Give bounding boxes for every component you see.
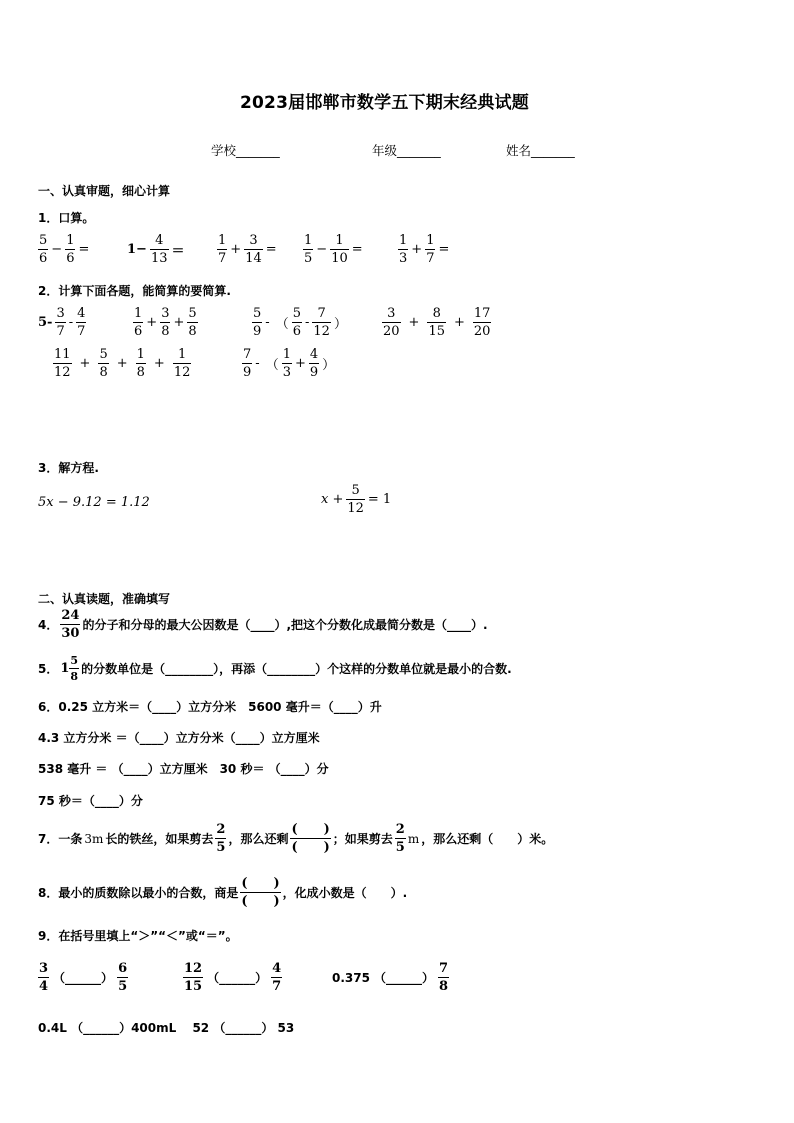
- question-7: 7．一条 3m 长的铁丝，如果剪去 $\frac{2}{5}$ ，那么还剩 $\frac{( )}{( )}$ ；如果剪去 $\frac{2}{5}$ m ，那么还剩（ ）米。: [38, 822, 554, 855]
- q2-expr-6: $\frac{7}{9}$ - （ $\frac{1}{3}$ + $\frac{4}{9}$ ）: [243, 347, 336, 380]
- q9-compare-2: $\frac{12}{15}$ （______） $\frac{4}{7}$: [184, 961, 282, 994]
- q1-item-1: $\frac{5}{6}$ − $\frac{1}{6}$ =: [39, 233, 90, 266]
- fraction: $\frac{3}{14}$: [245, 233, 262, 266]
- section2-heading: 二、认真读题，准确填写: [38, 592, 171, 606]
- question-6d: 75 秒＝（____）分: [38, 794, 143, 808]
- q2-expr-3: $\frac{5}{9}$ - （ $\frac{5}{6}$ - $\frac{7}{12}$ ）: [253, 306, 347, 339]
- fraction: $\frac{1}{3}$: [399, 233, 408, 266]
- q3-label: 3．解方程.: [38, 461, 99, 475]
- q2-expr-4: $\frac{3}{20}$ + $\frac{8}{15}$ + $\frac{17}{20}$: [383, 306, 491, 339]
- fraction: $\frac{1}{6}$: [66, 233, 75, 266]
- q9-label: 9．在括号里填上“＞”“＜”或“＝”。: [38, 929, 238, 943]
- name-field: 姓名_______: [506, 143, 575, 158]
- question-8: 8．最小的质数除以最小的合数，商是 $\frac{( )}{( )}$ ，化成小数是（ ）.: [38, 876, 408, 909]
- fraction: $\frac{4}{13}$: [150, 233, 168, 266]
- q1-item-2: 1− $\frac{4}{13}$ ＝: [127, 233, 185, 266]
- q9-compare-1: $\frac{3}{4}$ （______） $\frac{6}{5}$: [39, 961, 128, 994]
- question-5: 5． 1 $\frac{5}{8}$ 的分数单位是（________），再添（________）个这样的分数单位就是最小的合数.: [38, 654, 512, 683]
- page-title: 2023届邯郸市数学五下期末经典试题: [240, 93, 529, 113]
- fraction: $\frac{1}{7}$: [218, 233, 227, 266]
- q2-label: 2．计算下面各题，能简算的要简算.: [38, 284, 231, 298]
- grade-field: 年级_______: [372, 143, 441, 158]
- q1-item-4: $\frac{1}{5}$ − $\frac{1}{10}$ =: [304, 233, 363, 266]
- q1-item-5: $\frac{1}{3}$ + $\frac{1}{7}$ =: [399, 233, 450, 266]
- q9-compare-row2: 0.4L （______）400mL 52 （______） 53: [38, 1021, 295, 1035]
- fraction: $\frac{1}{5}$: [304, 233, 313, 266]
- question-6c: 538 毫升 ＝ （____）立方厘米 30 秒＝ （____）分: [38, 762, 329, 776]
- question-4: 4． $\frac{24}{30}$ 的分子和分母的最大公因数是（____）,把这个分数化成最简分数是（____）.: [38, 608, 488, 641]
- fraction: $\frac{1}{10}$: [331, 233, 348, 266]
- school-field: 学校_______: [211, 143, 280, 158]
- question-6a: 6．0.25 立方米＝（____）立方分米 5600 毫升＝（____）升: [38, 700, 382, 714]
- fraction: $\frac{5}{6}$: [39, 233, 48, 266]
- question-6b: 4.3 立方分米 ＝（____）立方分米（____）立方厘米: [38, 731, 320, 745]
- q9-compare-3: 0.375 （______） $\frac{7}{8}$: [332, 961, 449, 994]
- equation-2: x + $\frac{5}{12}$ = 1: [321, 483, 392, 516]
- q2-expr-2: $\frac{1}{6}$ + $\frac{3}{8}$ + $\frac{5}{8}$: [134, 306, 197, 339]
- q1-item-3: $\frac{1}{7}$ + $\frac{3}{14}$ =: [218, 233, 277, 266]
- section1-heading: 一、认真审题，细心计算: [38, 184, 171, 198]
- q2-expr-5: $\frac{11}{12}$ + $\frac{5}{8}$ + $\frac{1}{8}$ + $\frac{1}{12}$: [54, 347, 191, 380]
- fraction: $\frac{1}{7}$: [426, 233, 435, 266]
- q1-label: 1．口算。: [38, 211, 95, 225]
- q2-expr-1: 5- $\frac{3}{7}$ - $\frac{4}{7}$: [38, 306, 86, 339]
- equation-1: 5x − 9.12 = 1.12: [38, 495, 150, 510]
